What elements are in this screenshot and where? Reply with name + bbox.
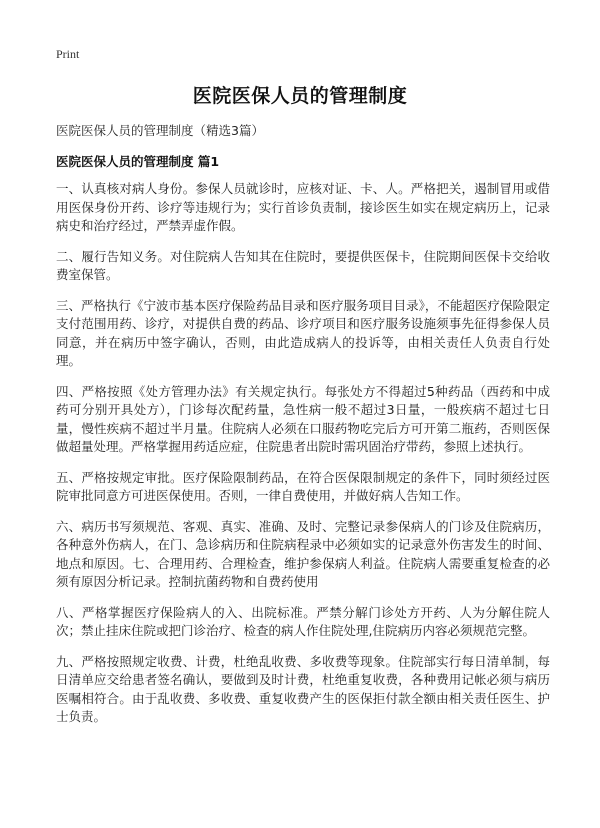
page-title: 医院医保人员的管理制度 [192,85,408,107]
paragraph-4: 四、严格按照《处方管理办法》有关规定执行。每张处方不得超过5种药品（西药和中成药可分别开具处方），门诊每次配药量，急性病一般不超过3日量，一般疾病不超过七日量，慢性疾病不超过半月量。住院病人必须在口服药物吃完后方可开第二瓶药，否则医保做超量处理。严格掌握用药适应症，住院患者出院时需巩固治疗带药，参照上述执行。 [56,383,550,454]
paragraph-2: 二、履行告知义务。对住院病人告知其在住院时，要提供医保卡，住院期间医保卡交给收费室保管。 [56,248,550,282]
paragraph-5: 五、严格按规定审批。医疗保险限制药品，在符合医保限制规定的条件下，同时须经过医院审批同意方可进医保使用。否则，一律自费使用，并做好病人告知工作。 [56,469,550,503]
document-subtitle: 医院医保人员的管理制度（精选3篇） [56,123,264,138]
paragraph-8: 九、严格按照规定收费、计费，杜绝乱收费、多收费等现象。住院部实行每日清单制，每日清单应交给患者签名确认，要做到及时计费，杜绝重复收费，各种费用记帐必须与病历医嘱相符合。由于乱收费、多收费、重复收费产生的医保拒付款全额由相关责任医生、护士负责。 [56,653,550,724]
print-label: Print [56,47,80,61]
section-heading: 医院医保人员的管理制度 篇1 [56,154,220,169]
document-body [56,180,550,739]
paragraph-7: 八、严格掌握医疗保险病人的入、出院标准。严禁分解门诊处方开药、人为分解住院人次；禁止挂床住院或把门诊治疗、检查的病人作住院处理,住院病历内容必须规范完整。 [56,604,550,638]
paragraph-1: 一、认真核对病人身份。参保人员就诊时，应核对证、卡、人。严格把关，遏制冒用或借用医保身份开药、诊疗等违规行为；实行首诊负责制，接诊医生如实在规定病历上，记录病史和治疗经过，严禁弄虚作假。 [56,181,550,233]
paragraph-3: 三、严格执行《宁波市基本医疗保险药品目录和医疗服务项目目录》，不能超医疗保险限定支付范围用药、诊疗，对提供自费的药品、诊疗项目和医疗服务设施须事先征得参保人员同意，并在病历中签字确认，否则，由此造成病人的投诉等，由相关责任人负责自行处理。 [56,297,550,368]
paragraph-6: 六、病历书写须规范、客观、真实、准确、及时、完整记录参保病人的门诊及住院病历，各种意外伤病人，在门、急诊病历和住院病程录中必须如实的记录意外伤害发生的时间、地点和原因。七、合理用药、合理检查，维护参保病人利益。住院病人需要重复检查的必须有原因分析记录。控制抗菌药物和自费药使用 [56,518,550,589]
